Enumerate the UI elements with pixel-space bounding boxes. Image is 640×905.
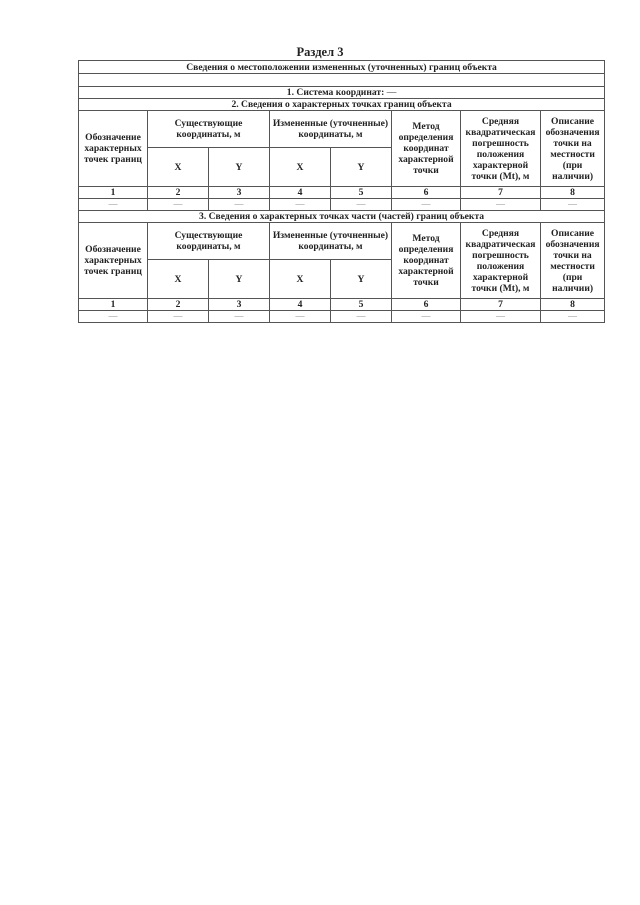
col-number: 1 xyxy=(79,299,148,311)
table-row xyxy=(79,311,605,323)
col-number: 2 xyxy=(148,299,209,311)
table-cell: — xyxy=(209,199,270,211)
blank-row xyxy=(79,74,605,87)
col-header-changed: Измененные (уточненные) координаты, м xyxy=(270,111,392,148)
col-header-existing: Существующие координаты, м xyxy=(148,111,270,148)
col-number: 7 xyxy=(461,187,541,199)
page-title: Раздел 3 xyxy=(296,45,344,59)
col-number: 8 xyxy=(541,299,605,311)
col-number: 4 xyxy=(270,299,331,311)
col-header-changed-x: X xyxy=(270,260,331,299)
col-header-existing-y: Y xyxy=(209,260,270,299)
col-number: 3 xyxy=(209,187,270,199)
table-cell: — xyxy=(461,199,541,211)
col-header-changed: Измененные (уточненные) координаты, м xyxy=(270,223,392,260)
col-header-description: Описание обозначения точки на местности (при наличии) xyxy=(541,111,605,187)
coord-system xyxy=(79,87,605,99)
table-cell: — xyxy=(331,311,392,323)
col-number: 1 xyxy=(79,187,148,199)
col-number: 7 xyxy=(461,299,541,311)
table-cell: — xyxy=(270,311,331,323)
coord-system-row xyxy=(79,87,605,99)
col-header-accuracy: Средняя квадратическая погрешность положения характерной точки (Mt), м xyxy=(461,223,541,299)
col-number: 5 xyxy=(331,299,392,311)
section3-heading: 3. Сведения о характерных точках части (частей) границ объекта xyxy=(79,211,605,223)
table-cell: — xyxy=(461,311,541,323)
col-number: 3 xyxy=(209,299,270,311)
section3-col-numbers xyxy=(79,299,605,311)
table-cell: — xyxy=(79,311,148,323)
coord-system-label: 1. Система координат: xyxy=(286,87,385,98)
coord-system-value: — xyxy=(386,87,397,98)
table-cell: — xyxy=(270,199,331,211)
col-number: 4 xyxy=(270,187,331,199)
col-number: 5 xyxy=(331,187,392,199)
table-title-row xyxy=(79,61,605,74)
col-header-changed-y: Y xyxy=(331,148,392,187)
section3-heading-row xyxy=(79,211,605,223)
section2-header-row xyxy=(79,111,605,148)
col-number: 2 xyxy=(148,187,209,199)
table-row xyxy=(79,199,605,211)
col-header-description: Описание обозначения точки на местности (при наличии) xyxy=(541,223,605,299)
table-cell: — xyxy=(331,199,392,211)
table-title: Сведения о местоположении измененных (уточненных) границ объекта xyxy=(79,61,605,74)
table-cell: — xyxy=(392,199,461,211)
col-header-existing-x: X xyxy=(148,148,209,187)
table-cell: — xyxy=(541,199,605,211)
col-number: 6 xyxy=(392,299,461,311)
col-header-method: Метод определения координат характерной точки xyxy=(392,111,461,187)
table-cell: — xyxy=(541,311,605,323)
table-cell: — xyxy=(148,199,209,211)
table-cell: — xyxy=(148,311,209,323)
table-cell: — xyxy=(392,311,461,323)
col-header-changed-y: Y xyxy=(331,260,392,299)
section2-heading-row xyxy=(79,99,605,111)
col-number: 8 xyxy=(541,187,605,199)
col-header-existing: Существующие координаты, м xyxy=(148,223,270,260)
table-cell: — xyxy=(209,311,270,323)
section2-col-numbers xyxy=(79,187,605,199)
col-number: 6 xyxy=(392,187,461,199)
section3-header-row xyxy=(79,223,605,260)
col-header-changed-x: X xyxy=(270,148,331,187)
col-header-point-label: Обозначение характерных точек границ xyxy=(79,223,148,299)
col-header-method: Метод определения координат характерной точки xyxy=(392,223,461,299)
section2-heading: 2. Сведения о характерных точках границ объекта xyxy=(79,99,605,111)
col-header-accuracy: Средняя квадратическая погрешность положения характерной точки (Mt), м xyxy=(461,111,541,187)
boundary-table xyxy=(78,60,605,323)
col-header-point-label: Обозначение характерных точек границ xyxy=(79,111,148,187)
col-header-existing-x: X xyxy=(148,260,209,299)
col-header-existing-y: Y xyxy=(209,148,270,187)
table-cell: — xyxy=(79,199,148,211)
